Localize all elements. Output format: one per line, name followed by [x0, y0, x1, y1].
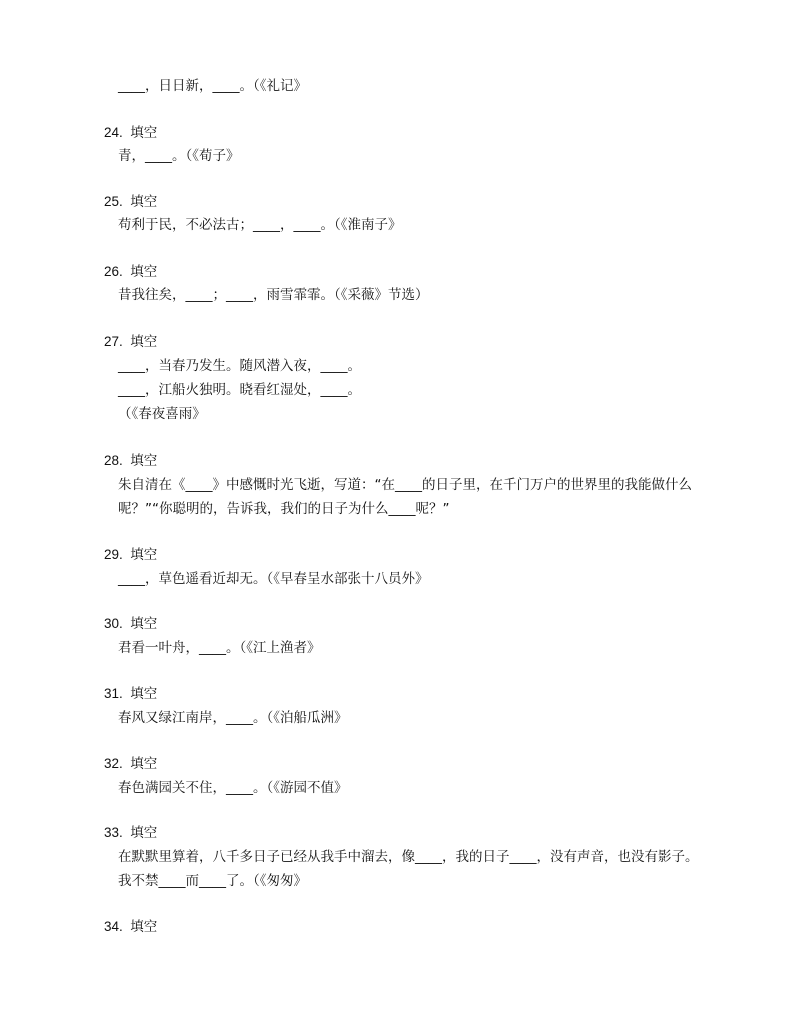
question-header: [104, 263, 157, 281]
question-number: 33.: [104, 825, 123, 840]
question-number: 27.: [104, 334, 123, 349]
question-header: [104, 546, 157, 564]
question-type: 填空: [130, 919, 158, 935]
question-line: 苟利于民，不必法古；____，____。（《淮南子》: [118, 217, 402, 233]
question-number: 24.: [104, 125, 123, 140]
question-number: 31.: [104, 686, 123, 701]
question-line: ____，江船火独明。晓看红湿处，____。: [118, 382, 361, 398]
question-number: 26.: [104, 264, 123, 279]
question-line: 春风又绿江南岸，____。（《泊船瓜洲》: [118, 710, 348, 726]
question-header: [104, 824, 157, 842]
question-line: ____，草色遥看近却无。（《早春呈水部张十八员外》: [118, 571, 429, 587]
question-number: 30.: [104, 616, 123, 631]
question-type: 填空: [130, 547, 158, 563]
question-type: 填空: [130, 616, 158, 632]
question-header: [104, 685, 157, 703]
question-header: [104, 124, 157, 142]
question-type: 填空: [130, 264, 158, 280]
question-header: [104, 333, 157, 351]
question-line: 昔我往矣，____；____，雨雪霏霏。（《采薇》节选）: [118, 287, 429, 303]
question-type: 填空: [130, 125, 158, 141]
question-number: 25.: [104, 194, 123, 209]
question-header: [104, 452, 157, 470]
question-line: 朱自清在《____》中感慨时光飞逝，写道：“在____的日子里，在千门万户的世界里的我能做什么: [118, 477, 692, 493]
question-header: [104, 193, 157, 211]
question-line: （《春夜喜雨》: [118, 406, 206, 422]
question-line: ____，当春乃发生。随风潜入夜，____。: [118, 358, 361, 374]
question-type: 填空: [130, 453, 158, 469]
question-number: 29.: [104, 547, 123, 562]
question-number: 28.: [104, 453, 123, 468]
question-type: 填空: [130, 756, 158, 772]
question-line: 春色满园关不住，____。（《游园不值》: [118, 780, 348, 796]
question-header: [104, 918, 157, 936]
question-line: 呢？”“你聪明的，告诉我，我们的日子为什么____呢？”: [118, 501, 450, 517]
question-line: 我不禁____而____了。（《匆匆》: [118, 873, 307, 889]
question-line: 在默默里算着，八千多日子已经从我手中溜去，像____，我的日子____，没有声音，也没有影子。: [118, 849, 699, 865]
question-header: [104, 615, 157, 633]
question-type: 填空: [130, 686, 158, 702]
intro-line: ____，日日新，____。（《礼记》: [118, 78, 307, 94]
question-type: 填空: [130, 194, 158, 210]
question-type: 填空: [130, 334, 158, 350]
question-line: 君看一叶舟，____。（《江上渔者》: [118, 640, 321, 656]
question-line: 青，____。（《荀子》: [118, 148, 240, 164]
question-header: [104, 755, 157, 773]
question-number: 34.: [104, 919, 123, 934]
question-number: 32.: [104, 756, 123, 771]
question-type: 填空: [130, 825, 158, 841]
